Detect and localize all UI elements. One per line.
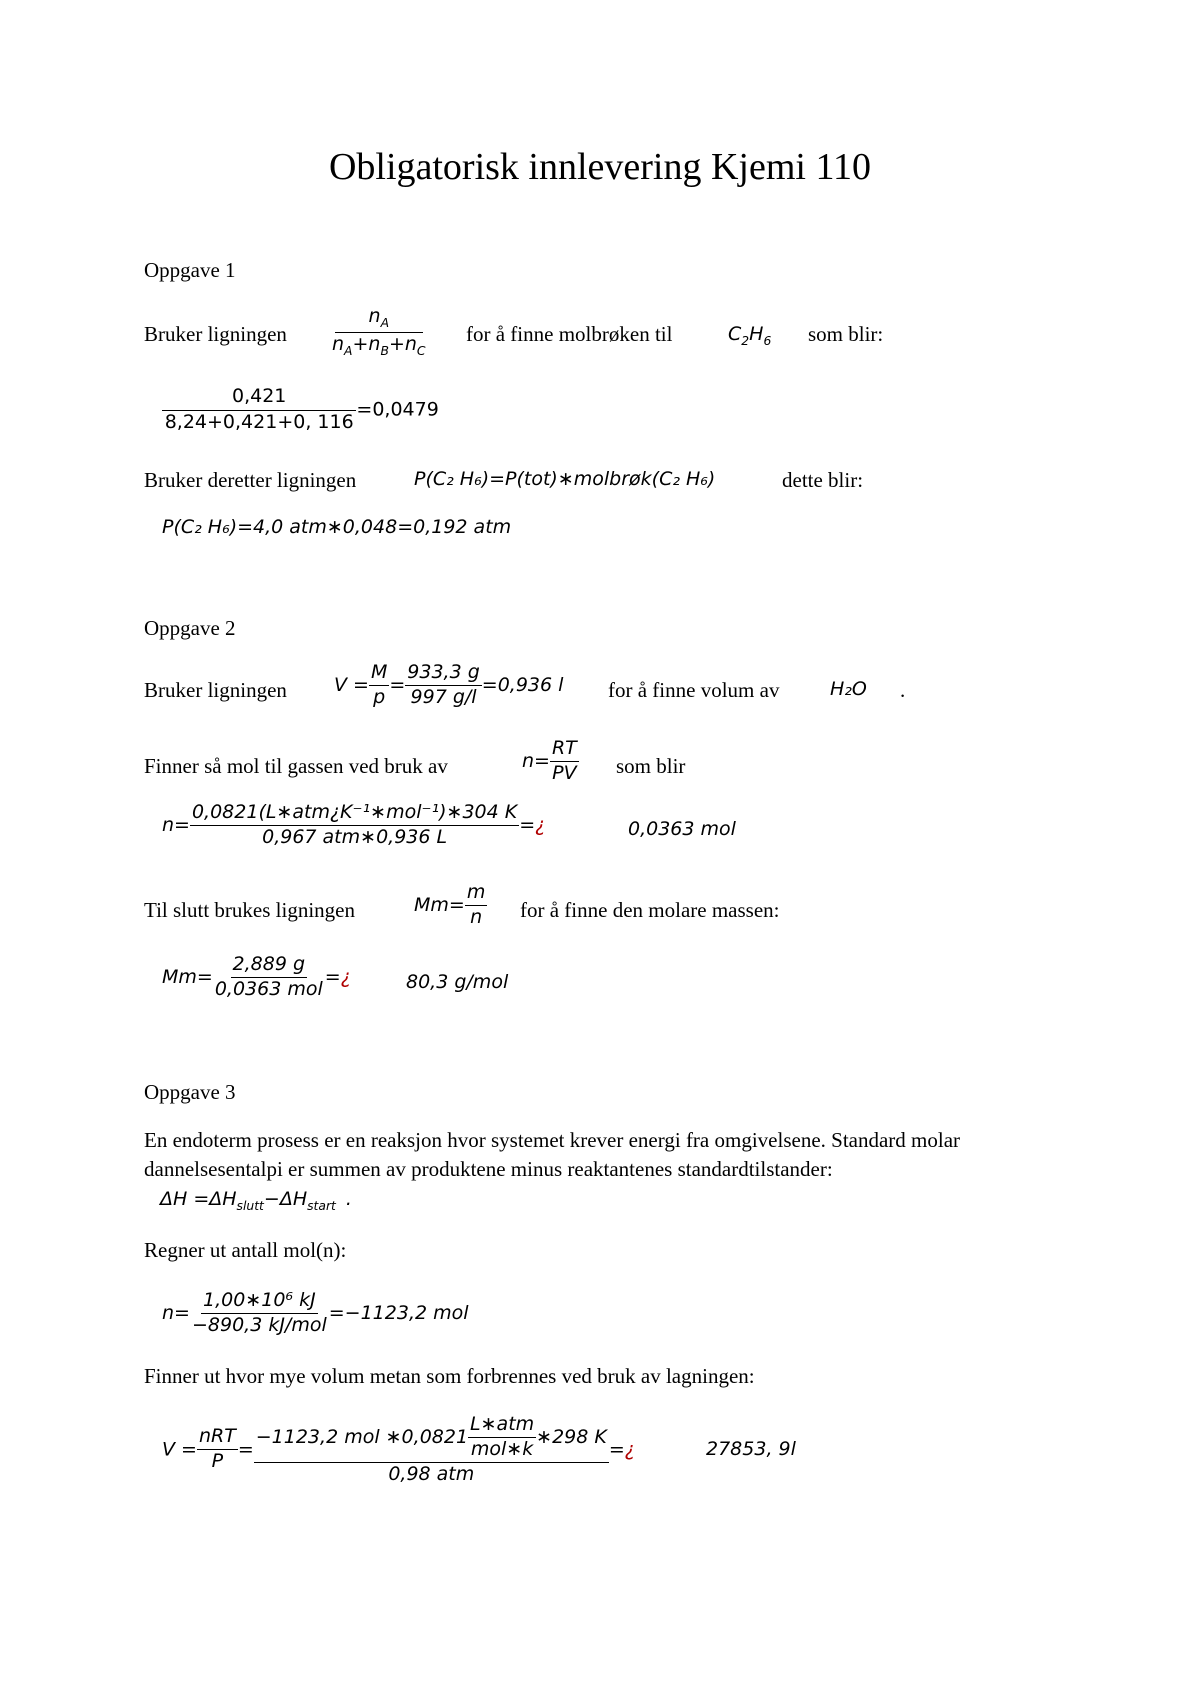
o1-partial-pressure-formula: P(C₂ H₆)=P(tot)∗molbrøk(C₂ H₆) <box>414 468 716 490</box>
o2-mol-result: 0,0363 mol <box>628 818 736 840</box>
o2-h2o: H₂O <box>830 678 867 700</box>
page-title: Obligatorisk innlevering Kjemi 110 <box>328 146 872 188</box>
o1-line1-text: Bruker ligningen <box>144 322 287 346</box>
o2-line3-post: for å finne den molare massen: <box>520 898 780 922</box>
o3-volume-result: 27853, 9l <box>706 1438 796 1460</box>
o2-line2-post: som blir <box>616 754 686 778</box>
o3-volume-calculation: V = $\frac{\text{nRT}}{P}$ = −1123,2 mol ∗0,0821 $\frac{\text{L∗atm}}{\text{mol∗k}}$ ∗298 K 0,98 atm =¿ <box>162 1413 635 1485</box>
o2-mol-formula: n= $\frac{RT}{PV}$ <box>522 737 577 784</box>
o2-line2-text: Finner så mol til gassen ved bruk av <box>144 754 448 778</box>
o3-line2-text: Finner ut hvor mye volum metan som forbrennes ved bruk av lagningen: <box>144 1364 755 1388</box>
o3-paragraph: En endoterm prosess er en reaksjon hvor systemet krever energi fra omgivelsene. Standard molar dannelsesentalpi er summen av produktene minus reaktantenes standardtilstander: <box>144 1128 961 1181</box>
o3-mol-calculation: n= $\frac{\text{1,00∗10⁶ kJ}}{\text{−890,3 kJ/mol}}$ =−1123,2 mol <box>162 1289 469 1336</box>
heading-oppgave-1: Oppgave 1 <box>144 258 236 282</box>
o1-calc-molfraction: $\frac{0,421}{8,24+0,421+0, 116}$ =0,0479 <box>162 386 439 434</box>
o2-line3-text: Til slutt brukes ligningen <box>144 898 355 922</box>
o2-mol-calculation: n= $\frac{\text{0,0821(L∗atm¿K⁻¹∗mol⁻¹)∗304 K}}{\text{0,967 atm∗0,936 L}}$ =¿ <box>162 801 546 848</box>
o2-molar-mass-formula: Mm= $\frac{m}{n}$ <box>414 881 486 928</box>
o1-line1-post: som blir: <box>808 322 884 346</box>
heading-oppgave-2: Oppgave 2 <box>144 616 236 640</box>
heading-oppgave-3: Oppgave 3 <box>144 1080 236 1104</box>
o2-line1-mid: for å finne volum av <box>608 678 780 702</box>
o1-molfraction-formula: $\frac{n_A}{n_A+n_B+n_C}$ <box>332 305 426 358</box>
o2-molar-mass-calculation: Mm= $\frac{2,889 g}{\text{0,0363 mol}}$ =¿ <box>162 953 351 1000</box>
o1-line1-mid: for å finne molbrøken til <box>466 322 673 346</box>
o1-c2h6: $C_2H_6$ <box>728 323 772 348</box>
o1-partial-pressure-result: P(C₂ H₆)=4,0 atm∗0,048=0,192 atm <box>162 516 512 538</box>
o2-volume-formula: V = $\frac{M}{p}$ = $\frac{933,3 g}{997 g/l}$ =0,936 l <box>334 661 564 708</box>
o2-molar-mass-result: 80,3 g/mol <box>406 971 509 993</box>
o3-enthalpy-formula: $\Delta H =\Delta H_{slutt}-\Delta H_{start}$ . <box>160 1188 352 1213</box>
o3-line1-text: Regner ut antall mol(n): <box>144 1238 347 1262</box>
o1-line2-post: dette blir: <box>782 468 864 492</box>
o2-line1-end: . <box>900 678 906 702</box>
o2-line1-text: Bruker ligningen <box>144 678 287 702</box>
o1-line2-text: Bruker deretter ligningen <box>144 468 357 492</box>
